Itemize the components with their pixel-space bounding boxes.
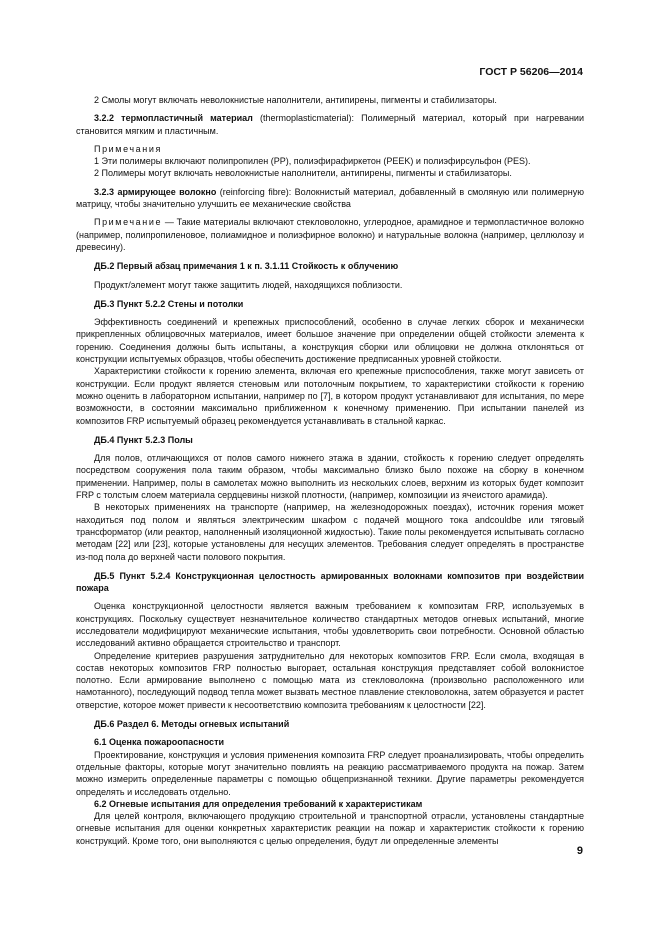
paragraph: В некоторых применениях на транспорте (например, на железнодорожных поездах), источник горения может находиться под полом и являться электрическим шкафом с подачей мощного тока andcouldbe или тяговый трансформатор (или реактор, наполненный изоляционной жидкостью). Такие полы рекомендуется испытывать согласно методам [22] или [23], которые установлены для несущих элементов. Требования следует определять в пространстве из-под пола до верхней части полового покрытия.	[76, 502, 584, 562]
definition-text: (reinforcing fibre): Волокнистый материал, добавленный в смоляную или полимерную матрицу, чтобы значительно улучшить ее механические свойства	[76, 186, 584, 210]
section-heading: ДБ.4 Пункт 5.2.3 Полы	[94, 434, 193, 445]
paragraph: 2 Смолы могут включать неволокнистые наполнители, антипирены, пигменты и стабилизаторы.	[94, 95, 497, 105]
subsection-heading: 6.1 Оценка пожароопасности	[94, 737, 225, 748]
paragraph: Определение критериев разрушения затруднительно для некоторых композитов FRP. Если смола, входящая в состав некоторых композитов FRP полностью выгорает, остальная конструкция представляет собой волокнистое полотно. Если армирование выполнено с помощью мата из стекловолокна (произвольно расположенного или намотанного), последующий подвод тепла может вызвать местное плавление стекловолокна, затем образуется и растет отверстие, которое может привести к несоответствию композита требованиям к целостности [22].	[76, 650, 584, 710]
term: армирующее волокно	[117, 186, 217, 197]
document-header: ГОСТ Р 56206—2014	[479, 66, 583, 78]
note-text: — Такие материалы включают стекловолокно, углеродное, арамидное и термопластичное волокно (например, полипропиленовое, полиамидное и полиэфирное волокно) и натуральные волокна (например, целлюлозу и древесину).	[76, 217, 584, 252]
page-number: 9	[576, 845, 583, 857]
paragraph: Характеристики стойкости к горению элемента, включая его крепежные приспособления, также могут зависеть от конструкции. Если продукт является стеновым или потолочным покрытием, то характеристики стойкости к горению можно оценить в лабораторном испытании, например по [7], в котором продукт устанавливают для испытания, по мере возможности, в состоянии максимально приближенном к конечному применению. При испытании панелей из композитов FRP испытуемый образец рекомендуется устанавливать в стальной каркас.	[76, 366, 584, 426]
section-heading: ДБ.5 Пункт 5.2.4 Конструкционная целостность армированных волокнами композитов при воздействии пожара	[76, 570, 584, 594]
definition-3-2-3	[76, 186, 584, 211]
paragraph: Для полов, отличающихся от полов самого нижнего этажа в здании, стойкость к горению следует определять посредством сооружения пола таким образом, чтобы максимально близко было похоже на сборку в конечном применении. Например, полы в самолетах можно выполнить из нескольких слоев, верхним из которых будет композит FRP с толстым слоем материала сердцевины низкой плотности, (например, композиции из ячеистого арамида).	[76, 453, 584, 501]
clause-number: 3.2.2	[94, 113, 115, 124]
term: термопластичный материал	[121, 113, 253, 124]
note-label: Примечание	[94, 217, 163, 228]
note	[76, 216, 584, 253]
note-item: 2 Полимеры могут включать неволокнистые наполнители, антипирены, пигменты и стабилизаторы.	[94, 168, 512, 179]
paragraph: Оценка конструкционной целостности является важным требованием к композитам FRP, используемых в конструкциях. Поскольку существует незначительное количество стандартных методов огневых испытаний, многие исследователи модифицируют механические испытания, чтобы удовлетворить свои потребности. Основной областью исследований активно обращается строительство и транспорт.	[76, 601, 584, 649]
paragraph: Для целей контроля, включающего продукцию строительной и транспортной отрасли, установлены стандартные огневые испытания для оценки конкретных характеристик реакции на пожар и характеристик стойкости к горению конструкций. Кроме того, они выполняются с целью определения, будут ли определенные элементы	[76, 811, 584, 846]
definition-text: (thermoplasticmaterial): Полимерный материал, который при нагревании становится мягким и пластичным.	[76, 113, 584, 136]
paragraph: Проектирование, конструкция и условия применения композита FRP следует проанализировать, чтобы определить отдельные факторы, которые могут значительно повлиять на реакцию рассматриваемого продукта на пожар. Затем можно измерить определенные параметры с помощью общепризнанной техники. Другие параметры рекомендуется определять и исследовать отдельно.	[76, 749, 584, 797]
subsection-heading: 6.2 Огневые испытания для определения требований к характеристикам	[94, 798, 423, 809]
clause-number: 3.2.3	[94, 186, 115, 197]
section-heading: ДБ.3 Пункт 5.2.2 Стены и потолки	[94, 298, 244, 309]
paragraph: Продукт/элемент могут также защитить людей, находящихся поблизости.	[94, 279, 403, 290]
paragraph: Эффективность соединений и крепежных приспособлений, особенно в случае легких сборок и механически прикрепленных облицовочных материалов, имеет большое значение при определении общей стойкости элемента к горению. Соединения должны быть испытаны, а конструкция сборки или облицовки не должна отклоняться от конструкции испытуемых образцов, чтобы обеспечить достижение предписанных уровней стойкости.	[76, 317, 584, 365]
section-heading: ДБ.2 Первый абзац примечания 1 к п. 3.1.11 Стойкость к облучению	[94, 261, 399, 272]
section-heading: ДБ.6 Раздел 6. Методы огневых испытаний	[94, 719, 290, 730]
notes-title: Примечания	[94, 143, 162, 154]
definition-3-2-2	[76, 112, 584, 137]
page-content	[76, 94, 584, 847]
note-item: 1 Эти полимеры включают полипропилен (PP), полиэфирафиркетон (PEEK) и полиэфирсульфон (PES).	[94, 156, 531, 167]
